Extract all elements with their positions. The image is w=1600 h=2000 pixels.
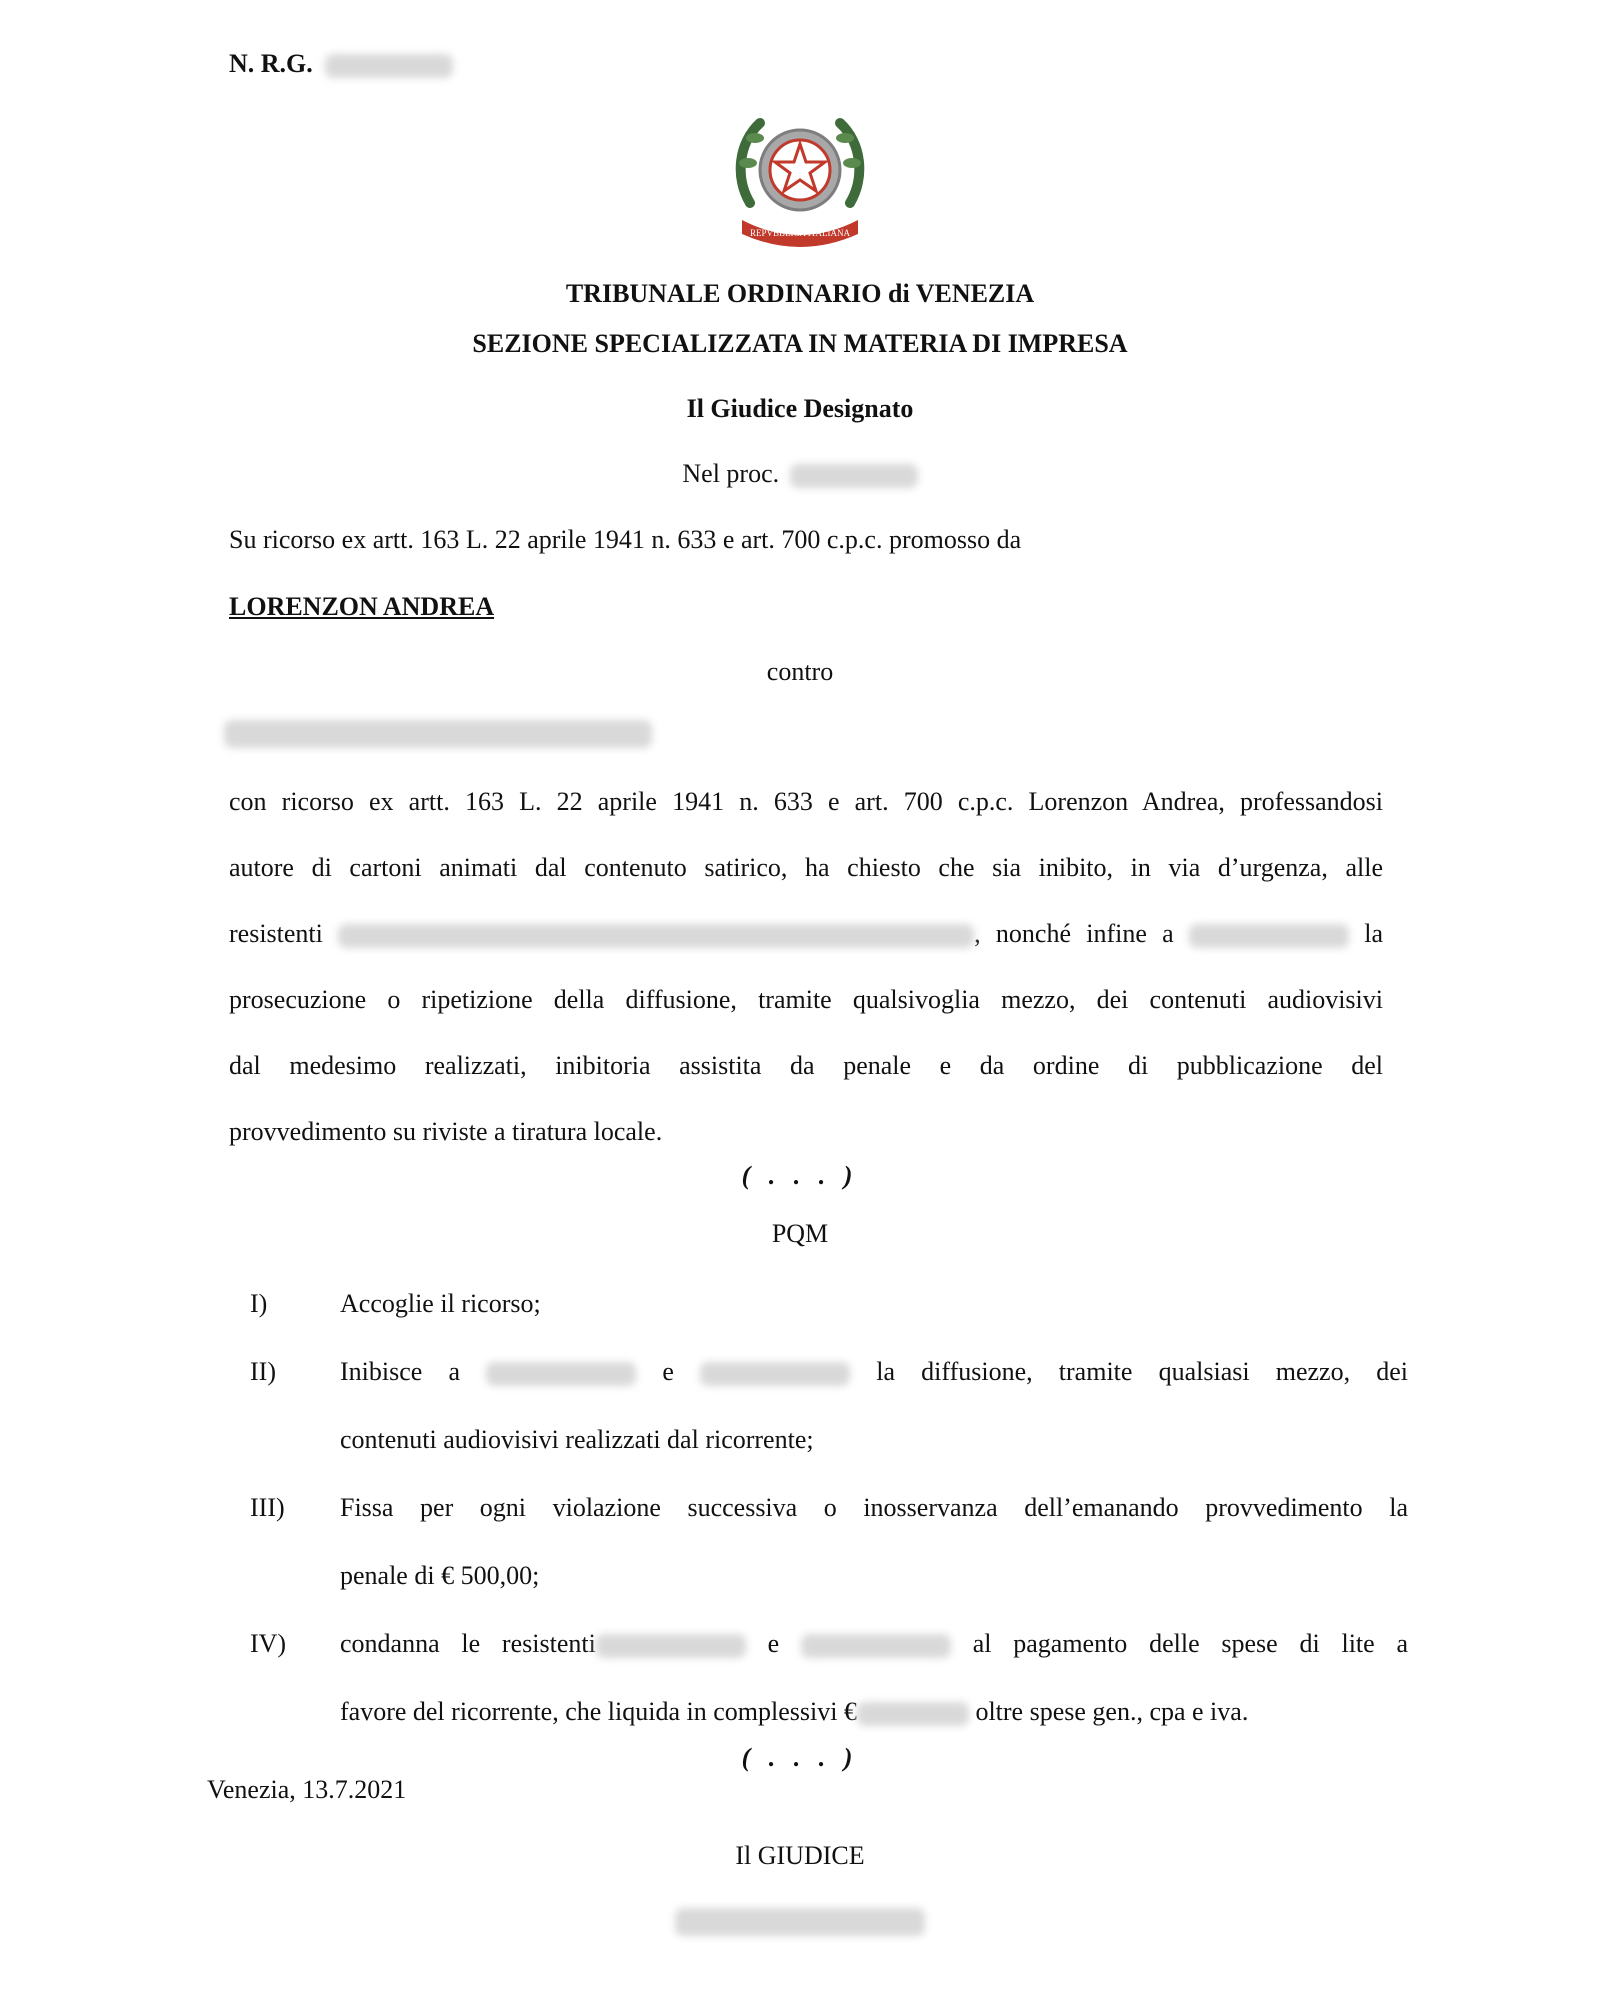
item-4-b: e — [767, 1629, 780, 1658]
redacted-signature-block — [675, 1908, 925, 1936]
emblem-leaf — [739, 158, 757, 168]
plaintiff-name: LORENZON ANDREA — [229, 592, 495, 621]
place-date: Venezia, 13.7.2021 — [207, 1775, 407, 1804]
proc-label: Nel proc. — [682, 459, 780, 488]
item-4-d: favore del ricorrente, che liquida in complessivi € — [340, 1697, 857, 1726]
redacted-amount — [857, 1702, 969, 1726]
item-text-3-line-1: Fissa per ogni violazione successiva o inosservanza dell’emanando provvedimento la — [340, 1493, 1408, 1522]
emblem-leaf — [836, 133, 854, 143]
body-line-1: con ricorso ex artt. 163 L. 22 aprile 1941 n. 633 e art. 700 c.p.c. Lorenzon Andrea, professandosi — [229, 787, 1383, 816]
redacted-party-c — [596, 1634, 746, 1658]
court-section: SEZIONE SPECIALIZZATA IN MATERIA DI IMPRESA — [472, 329, 1128, 358]
item-2-c: la diffusione, tramite qualsiasi mezzo, dei — [876, 1357, 1409, 1386]
item-4-c: al pagamento delle spese di lite a — [972, 1629, 1409, 1658]
item-text-4-line-2 — [340, 1696, 1408, 1728]
item-text-3-line-2: penale di € 500,00; — [340, 1561, 540, 1590]
ellipsis-2: ( . . . ) — [741, 1743, 859, 1772]
case-number-label — [229, 48, 453, 80]
redacted-defendant-block — [224, 720, 652, 748]
judge-title: Il Giudice Designato — [686, 394, 914, 423]
item-numeral-2: II) — [250, 1357, 276, 1386]
redacted-case-number — [325, 54, 453, 78]
item-text-2-line-1 — [340, 1356, 1408, 1388]
pqm-heading: PQM — [771, 1219, 829, 1248]
court-name: TRIBUNALE ORDINARIO di VENEZIA — [565, 279, 1035, 308]
item-text-1: Accoglie il ricorso; — [340, 1289, 541, 1318]
contro-label: contro — [766, 657, 834, 686]
body-line-3 — [229, 918, 1383, 950]
redacted-party-a — [486, 1362, 636, 1386]
intro-line: Su ricorso ex artt. 163 L. 22 aprile 1941 n. 633 e art. 700 c.p.c. promosso da — [229, 525, 1022, 554]
body-line-3-a: resistenti — [229, 919, 323, 948]
body-line-4: prosecuzione o ripetizione della diffusione, tramite qualsivoglia mezzo, dei contenuti audiovisivi — [229, 985, 1383, 1014]
body-line-2: autore di cartoni animati dal contenuto satirico, ha chiesto che sia inibito, in via d’urgenza, alle — [229, 853, 1383, 882]
redacted-signature — [675, 1908, 925, 1936]
redacted-defendant — [224, 720, 652, 748]
body-line-5: dal medesimo realizzati, inibitoria assistita da penale e da ordine di pubblicazione del — [229, 1051, 1383, 1080]
rg-label: N. R.G. — [229, 49, 313, 78]
item-4-e: oltre spese gen., cpa e iva. — [975, 1697, 1249, 1726]
emblem-leaf — [843, 158, 861, 168]
item-numeral-4: IV) — [250, 1629, 287, 1658]
emblem-icon — [730, 108, 870, 250]
signature-title: Il GIUDICE — [735, 1841, 865, 1870]
item-text-4-line-1 — [340, 1628, 1408, 1660]
emblem-leaf — [746, 133, 764, 143]
redacted-proc-number — [790, 464, 918, 488]
item-text-2-line-2: contenuti audiovisivi realizzati dal ricorrente; — [340, 1425, 814, 1454]
emblem-ribbon-text: REPVBBLICA ITALIANA — [749, 228, 851, 238]
emblem-svg — [730, 108, 870, 250]
redacted-third-party — [1189, 924, 1349, 948]
body-line-6: provvedimento su riviste a tiratura locale. — [229, 1117, 663, 1146]
item-4-a: condanna le resistenti — [340, 1629, 596, 1658]
body-line-3-b: , nonché infine a — [974, 919, 1174, 948]
item-numeral-1: I) — [250, 1289, 268, 1318]
redacted-party-d — [801, 1634, 951, 1658]
ellipsis-1: ( . . . ) — [741, 1161, 859, 1190]
redacted-party-b — [700, 1362, 850, 1386]
item-2-b: e — [662, 1357, 674, 1386]
item-numeral-3: III) — [250, 1493, 285, 1522]
body-line-3-c: la — [1364, 919, 1383, 948]
proceeding-number — [0, 458, 1600, 490]
item-2-a: Inibisce a — [340, 1357, 461, 1386]
redacted-resistenti — [338, 924, 974, 948]
